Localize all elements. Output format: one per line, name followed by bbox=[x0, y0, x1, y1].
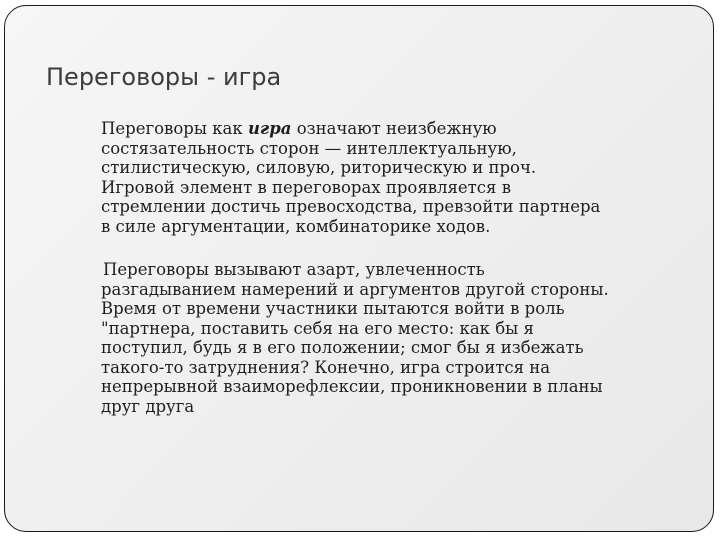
text-line: поступил, будь я в его положении; смог бы я избежать bbox=[101, 338, 584, 357]
text-line: Игровой элемент в переговорах проявляется в bbox=[101, 177, 511, 197]
text-line: состязательность сторон — интеллектуальную, bbox=[101, 138, 517, 158]
text-line: стилистическую, силовую, риторическую и проч. bbox=[101, 158, 537, 177]
text-line: непрерывной взаиморефлексии, проникновении в планы bbox=[101, 377, 603, 396]
text-line: Время от времени участники пытаются войти в роль bbox=[101, 299, 565, 318]
text-line: разгадыванием намерений и аргументов другой стороны. bbox=[101, 279, 609, 299]
text-segment: Переговоры как bbox=[101, 119, 248, 138]
slide-title: Переговоры - игра bbox=[46, 63, 282, 91]
text-line: друг друга bbox=[101, 396, 195, 416]
text-line: "партнера, поставить себя на его место: как бы я bbox=[101, 318, 534, 338]
text-segment: означают неизбежную bbox=[291, 119, 497, 138]
text-line bbox=[101, 119, 701, 139]
text-line: стремлении достичь превосходства, превзойти партнера bbox=[101, 197, 601, 216]
paragraph-excitement bbox=[101, 260, 701, 416]
emphasized-word: игра bbox=[247, 119, 292, 138]
slide-frame bbox=[4, 5, 714, 532]
text-line: Переговоры вызывают азарт, увлеченность bbox=[103, 260, 485, 279]
paragraph-game-nature bbox=[101, 119, 701, 236]
text-line: такого-то затруднения? Конечно, игра строится на bbox=[101, 357, 551, 377]
text-line: в силе аргументации, комбинаторике ходов. bbox=[101, 216, 491, 236]
